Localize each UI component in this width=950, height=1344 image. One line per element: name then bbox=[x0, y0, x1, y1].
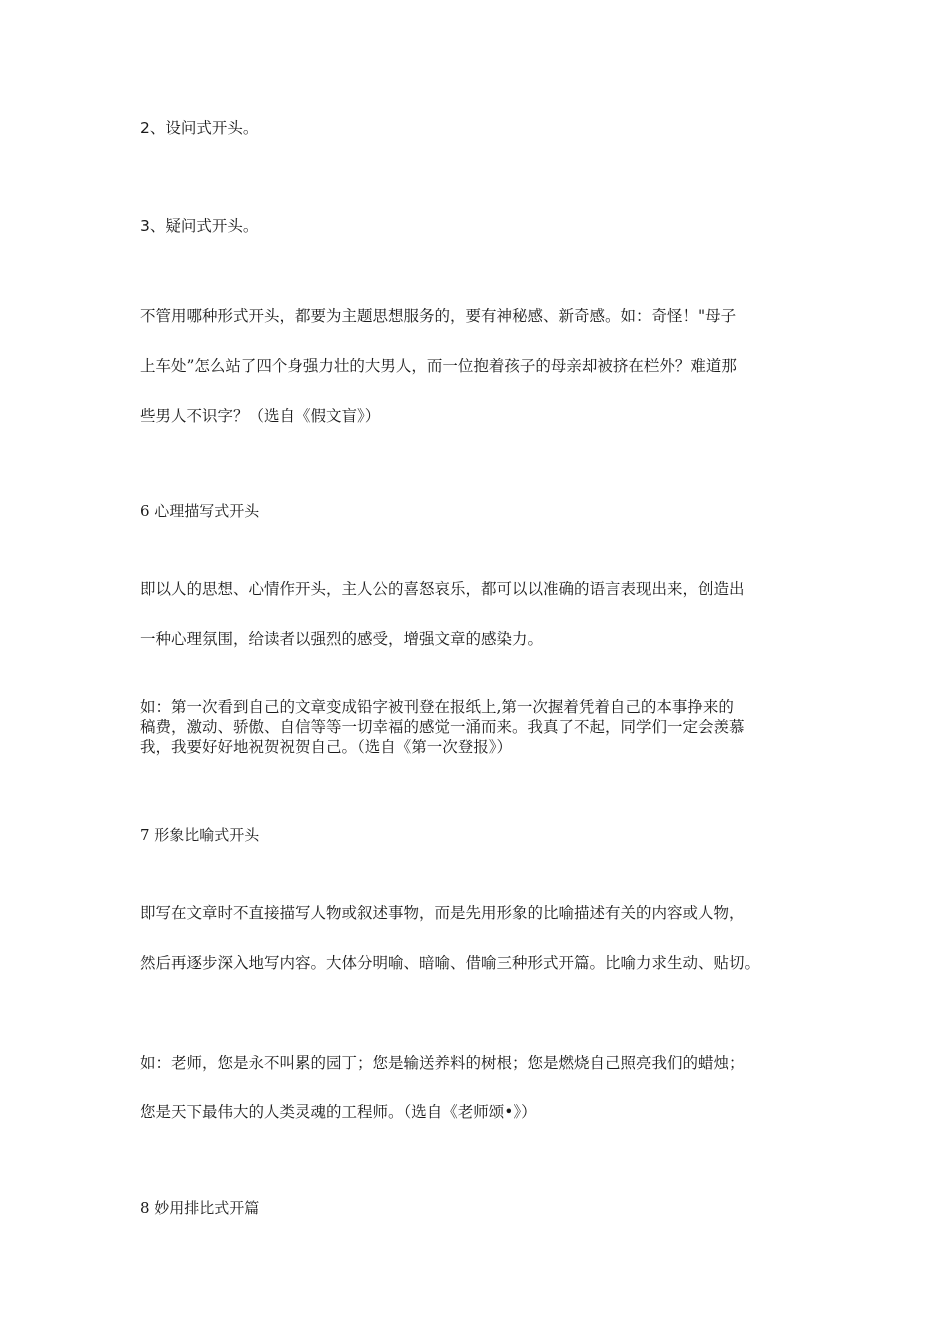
section-heading: 6 心理描写式开头 bbox=[140, 502, 260, 520]
paragraph-line: 上车处”怎么站了四个身强力壮的大男人，而一位抱着孩子的母亲却被挤在栏外？难道那 bbox=[140, 357, 737, 375]
example-line: 如：第一次看到自己的文章变成铅字被刊登在报纸上,第一次握着凭着自己的本事挣来的 bbox=[140, 698, 734, 716]
paragraph-line: 即以人的思想、心情作开头，主人公的喜怒哀乐，都可以以准确的语言表现出来，创造出 bbox=[140, 580, 745, 598]
example-line: 我，我要好好地祝贺祝贺自己。（选自《第一次登报》） bbox=[140, 738, 513, 756]
paragraph-line: 不管用哪种形式开头，都要为主题思想服务的，要有神秘感、新奇感。如：奇怪！"母子 bbox=[140, 307, 737, 325]
paragraph-line: 即写在文章时不直接描写人物或叙述事物，而是先用形象的比喻描述有关的内容或人物， bbox=[140, 904, 745, 922]
example-line: 如：老师，您是永不叫累的园丁；您是输送养料的树根；您是燃烧自己照亮我们的蜡烛； bbox=[140, 1054, 745, 1072]
section-heading: 7 形象比喻式开头 bbox=[140, 826, 260, 844]
paragraph-line: 一种心理氛围，给读者以强烈的感受，增强文章的感染力。 bbox=[140, 630, 544, 648]
paragraph-line: 些男人不识字？（选自《假文盲》） bbox=[140, 407, 381, 425]
section-heading: 8 妙用排比式开篇 bbox=[140, 1199, 260, 1217]
list-item-3: 3、疑问式开头。 bbox=[140, 217, 259, 235]
paragraph-line: 然后再逐步深入地写内容。大体分明喻、暗喻、借喻三种形式开篇。比喻力求生动、贴切。 bbox=[140, 954, 761, 972]
list-item-2: 2、设问式开头。 bbox=[140, 119, 259, 137]
example-line: 您是天下最伟大的人类灵魂的工程师。（选自《老师颂•》） bbox=[140, 1103, 537, 1121]
example-line: 稿费，激动、骄傲、自信等等一切幸福的感觉一涌而来。我真了不起，同学们一定会羡慕 bbox=[140, 718, 745, 736]
